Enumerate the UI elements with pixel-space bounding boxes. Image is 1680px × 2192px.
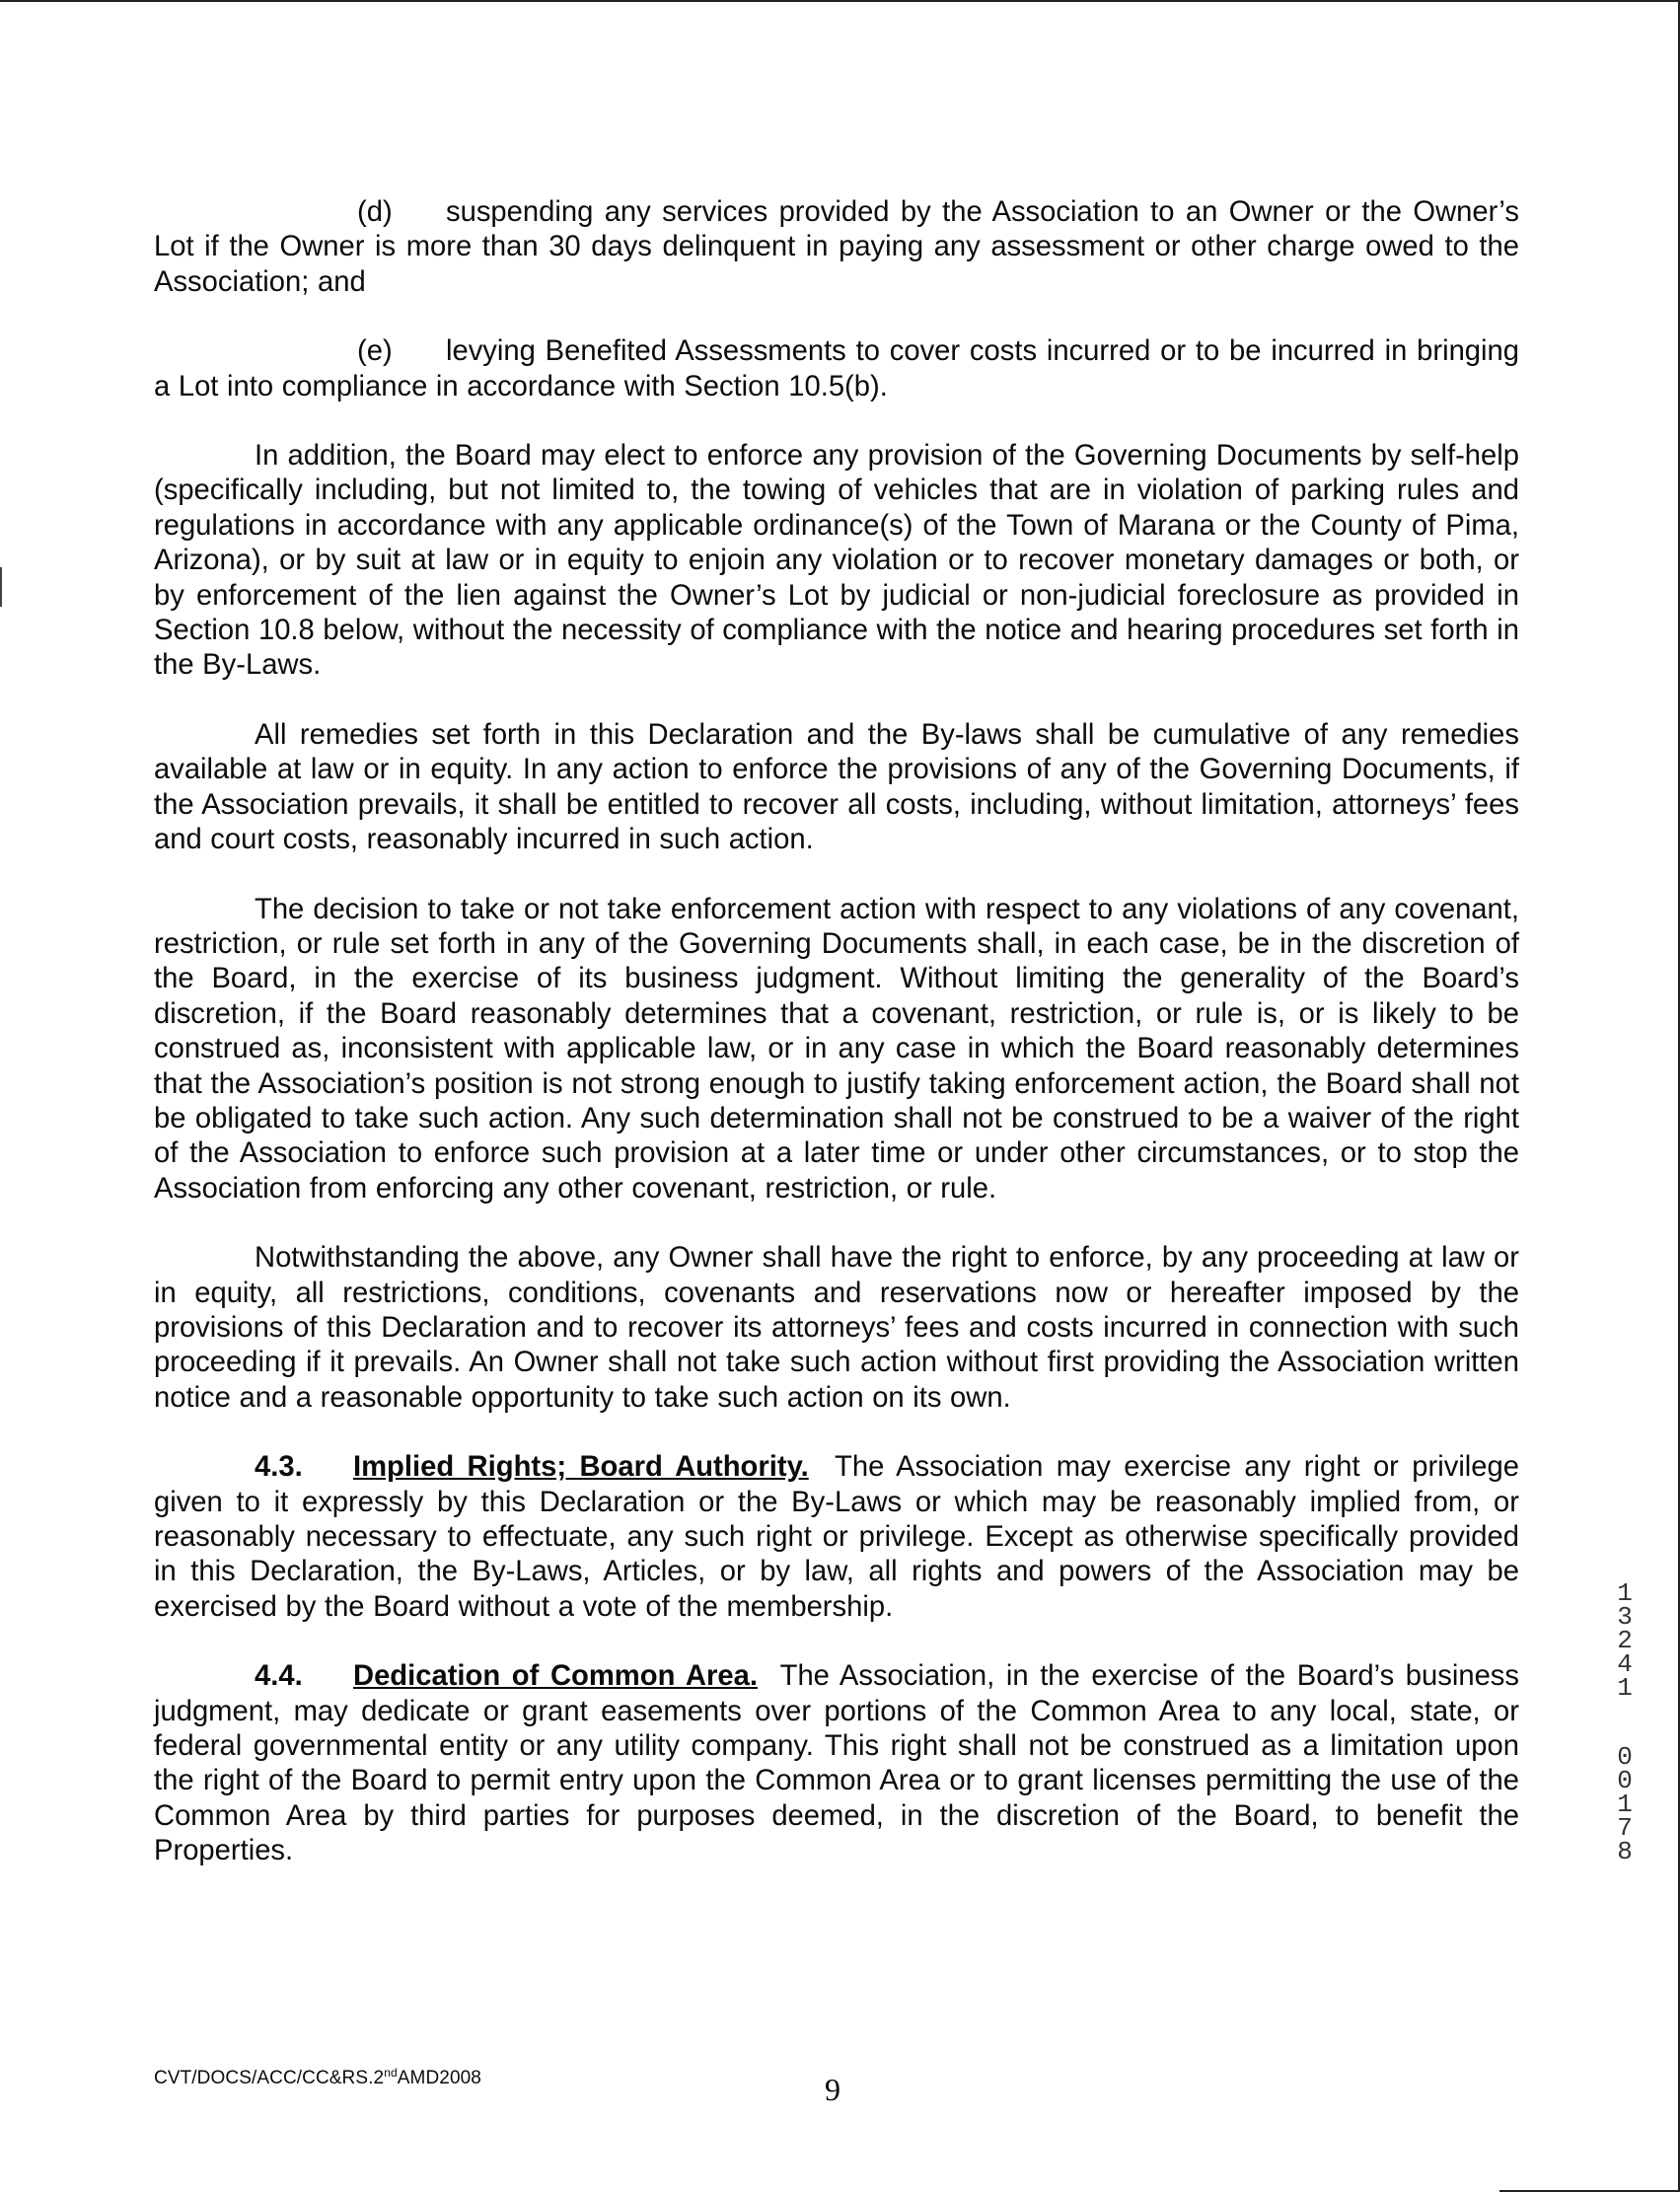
list-item-text: suspending any services provided by the Association to an Owner or the Owner’s Lot if the Owner is more than 30 days delinquent in paying any assessment or other charge owed to the Association; and xyxy=(154,196,1519,298)
stamp-digit: 7 xyxy=(1617,1813,1633,1843)
list-item-label: (e) xyxy=(357,335,393,368)
section-number: 4.3. xyxy=(255,1451,303,1484)
list-item-text: levying Benefited Assessments to cover costs incurred or to be incurred in bringing a Lot into compliance in accordance with Section 10.5(b). xyxy=(154,335,1519,402)
stamp-digit: 0 xyxy=(1617,1742,1633,1772)
section-text: The Association, in the exercise of the Board’s business judgment, may dedicate or grant easements over portions of the Common Area to any local, state, or federal governmental entity or any utility company. This right shall not be construed as a limitation upon the right of the Board to permit entry upon the Common Area or to grant licenses permitting the use of the Common Area by third parties for purposes deemed, in the discretion of the Board, to benefit the Properties. xyxy=(154,1660,1519,1867)
section-title: Implied Rights; Board Authority. xyxy=(353,1451,809,1484)
stamp-digit: 8 xyxy=(1617,1837,1633,1866)
section-text: The Association may exercise any right or privilege given to it expressly by this Declaration or the By-Laws or which may be reasonably implied from, or reasonably necessary to effectuate, any such right or privilege. Except as otherwise specifically provided in this Declaration, the By-Laws, Articles, or by law, all rights and powers of the Association may be exercised by the Board without a vote of the membership. xyxy=(154,1451,1519,1623)
stamp-digit: 2 xyxy=(1617,1626,1633,1655)
top-border-line xyxy=(0,0,1680,2)
page-number: 9 xyxy=(825,2072,840,2107)
stamp-digit: 4 xyxy=(1617,1649,1633,1679)
section-4-4 xyxy=(154,1659,1519,1868)
section-title: Dedication of Common Area. xyxy=(353,1660,758,1693)
recording-stamp-number xyxy=(1605,1578,1644,1866)
paragraph-self-help: In addition, the Board may elect to enforce any provision of the Governing Documents by self-help (specifically including, but not limited to, the towing of vehicles that are in violation of parking rules and regulations in accordance with any applicable ordinance(s) of the Town of Marana or the County of Pima, Arizona), or by suit at law or in equity to enjoin any violation or to recover monetary damages or both, or by enforcement of the lien against the Owner’s Lot by judicial or non-judicial foreclosure as provided in Section 10.8 below, without the necessity of compliance with the notice and hearing procedures set forth in the By-Laws. xyxy=(154,440,1519,682)
document-code-superscript: nd xyxy=(384,2066,398,2080)
list-item-label: (d) xyxy=(357,196,393,228)
document-code xyxy=(154,2066,481,2089)
paragraph-owner-enforcement: Notwithstanding the above, any Owner shall have the right to enforce, by any proceeding at law or in equity, all restrictions, conditions, covenants and reservations now or hereafter imposed by the provisions of this Declaration and to recover its attorneys’ fees and costs incurred in connection with such proceeding if it prevails. An Owner shall not take such action without first providing the Association written notice and a reasonable opportunity to take such action on its own. xyxy=(154,1242,1519,1414)
stamp-digit: 1 xyxy=(1617,1673,1633,1703)
stamp-digit: 3 xyxy=(1617,1602,1633,1632)
document-code-prefix: CVT/DOCS/ACC/CC&RS.2 xyxy=(154,2068,385,2088)
stamp-digit: 1 xyxy=(1617,1790,1633,1819)
list-item-e xyxy=(154,334,1519,404)
paragraph-remedies: All remedies set forth in this Declaration and the By-laws shall be cumulative of any remedies available at law or in equity. In any action to enforce the provisions of any of the Governing Documents, if the Association prevails, it shall be entitled to recover all costs, including, without limitation, attorneys’ fees and court costs, reasonably incurred in such action. xyxy=(154,718,1519,856)
left-scan-mark xyxy=(0,567,2,607)
document-code-suffix: AMD2008 xyxy=(397,2068,481,2088)
section-number: 4.4. xyxy=(255,1660,303,1693)
stamp-digit: 0 xyxy=(1617,1766,1633,1795)
list-item-d xyxy=(154,195,1519,300)
stamp-digit: 1 xyxy=(1617,1578,1633,1608)
paragraph-enforcement-discretion: The decision to take or not take enforcement action with respect to any violations of any covenant, restriction, or rule set forth in any of the Governing Documents shall, in each case, be in the discretion of the Board, in the exercise of its business judgment. Without limiting the generality of the Board’s discretion, if the Board reasonably determines that a covenant, restriction, or rule is, or is likely to be construed as, inconsistent with applicable law, or in any case in which the Board reasonably determines that the Association’s position is not strong enough to justify taking enforcement action, the Board shall not be obligated to take such action. Any such determination shall not be construed to be a waiver of the right of the Association to enforce such provision at a later time or under other circumstances, or to stop the Association from enforcing any other covenant, restriction, or rule. xyxy=(154,893,1519,1205)
section-4-3 xyxy=(154,1450,1519,1625)
document-body xyxy=(154,195,1519,1869)
